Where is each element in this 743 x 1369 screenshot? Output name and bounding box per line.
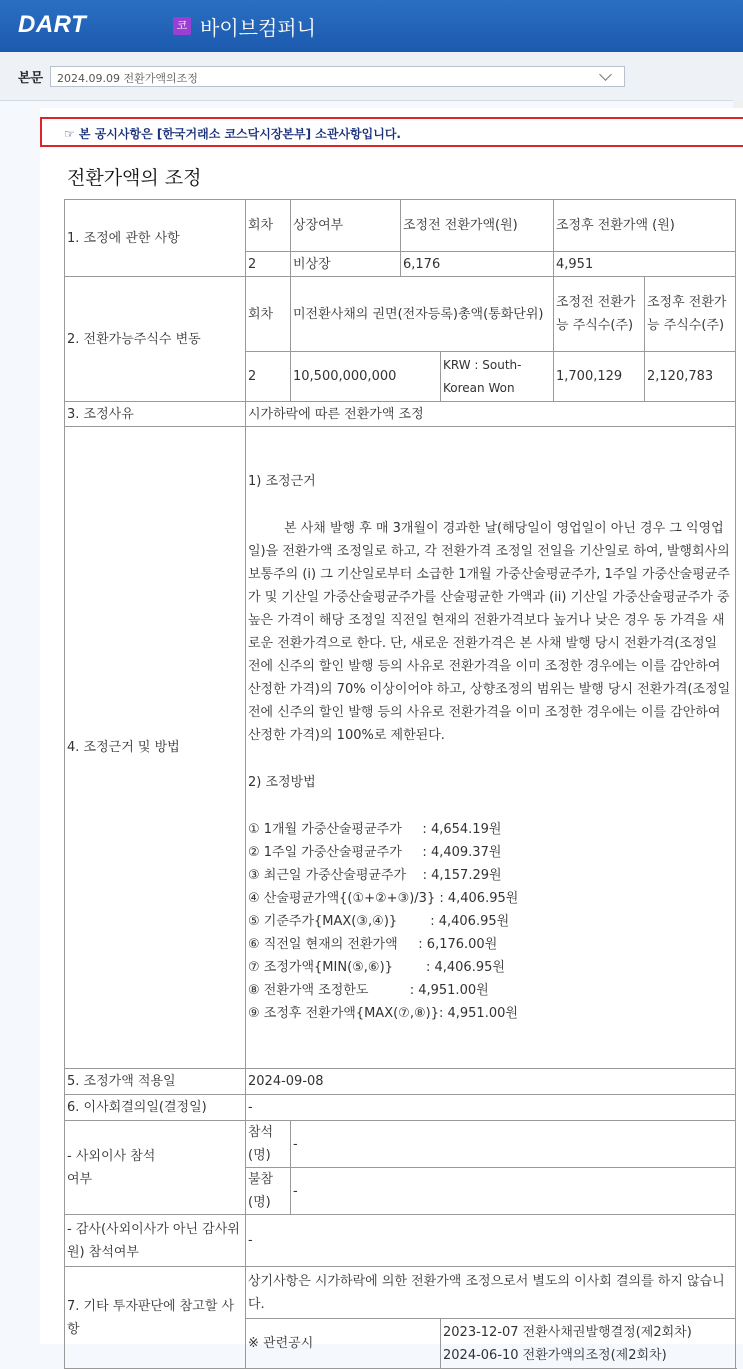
calc-line: ⑧ 전환가액 조정한도 : 4,951.00원	[248, 983, 489, 998]
calc-line: ⑥ 직전일 현재의 전환가액 : 6,176.00원	[248, 937, 498, 952]
s4-basis-text: 본 사채 발행 후 매 3개월이 경과한 날(해당일이 영업일이 아닌 경우 그 익영업일)을 전환가액 조정일로 하고, 각 전환가격 조정일 전일을 기산일로 하여, 발행회사의 보통주의 (i) 그 기산일로부터 소급한 1개월 가중산술평균주가, 1주일 가중산술평균주가 및 기산일 가중산술평균주가를 산술평균한 가액과 (ii) 기산일 가중산술평균주가 중 높은 가격이 해당 조정일 직전일 현재의 전환가격보다 높거나 낮은 경우 동 가격을 새로운 전환가격으로 한다. 단, 새로운 전환가격은 본 사채 발행 당시 전환가격(조정일 전에 신주의 할인 발행 등의 사유로 전환가격을 이미 조정한 경우에는 이를 감안하여 산정한 가격)의 70% 이상이어야 하고, 상향조정의 범위는 발행 당시 전환가격(조정일 전에 신주의 할인 발행 등의 사유로 전환가격을 이미 조정한 경우에는 이를 감안하여 산정한 가격)의 100%로 제한된다.	[248, 521, 731, 743]
s2-label: 2. 전환가능주식수 변동	[65, 277, 246, 402]
s3-value: 시가하락에 따른 전환가액 조정	[246, 402, 736, 427]
s6-value: -	[246, 1095, 736, 1121]
absent-value: -	[291, 1168, 736, 1215]
calc-line: ① 1개월 가중산술평균주가 : 4,654.19원	[248, 822, 502, 837]
s5-value: 2024-09-08	[246, 1069, 736, 1095]
calc-line: ③ 최근일 가중산술평균주가 : 4,157.29원	[248, 868, 502, 883]
s2-header-round: 회차	[246, 277, 291, 352]
notice-text: ☞ 본 공시사항은 [한국거래소 코스닥시장본부] 소관사항입니다.	[64, 127, 401, 141]
auditor-label: - 감사(사외이사가 아닌 감사위원) 참석여부	[65, 1215, 246, 1267]
dart-logo[interactable]: DART	[18, 11, 87, 38]
s2-header-before: 조정전 전환가능 주식수(주)	[554, 277, 645, 352]
chevron-down-icon[interactable]	[599, 68, 612, 81]
s2-round: 2	[246, 352, 291, 402]
attend-value: -	[291, 1121, 736, 1168]
s1-header-after: 조정후 전환가액 (원)	[554, 200, 736, 252]
s1-after: 4,951	[554, 252, 736, 277]
s4-label: 4. 조정근거 및 방법	[65, 427, 246, 1069]
s4-basis-title: 1) 조정근거	[248, 474, 316, 489]
s1-header-round: 회차	[246, 200, 291, 252]
s2-before: 1,700,129	[554, 352, 645, 402]
s7-label: 7. 기타 투자판단에 참고할 사항	[65, 1267, 246, 1369]
related-label: ※ 관련공시	[246, 1319, 441, 1369]
s2-amount: 10,500,000,000	[291, 352, 441, 402]
auditor-value: -	[246, 1215, 736, 1267]
company-type-badge: 코	[173, 17, 191, 35]
s3-label: 3. 조정사유	[65, 402, 246, 427]
disclosure-table	[64, 199, 736, 1369]
related-link[interactable]: 2023-12-07 전환사채권발행결정(제2회차)	[443, 1324, 692, 1340]
s2-header-amount: 미전환사채의 권면(전자등록)총액(통화단위)	[291, 277, 554, 352]
s2-currency: KRW : South-Korean Won	[441, 352, 554, 402]
report-select[interactable]	[50, 66, 625, 87]
body-label: 본문	[18, 71, 44, 86]
absent-label: 불참(명)	[246, 1168, 291, 1215]
calc-line: ⑨ 조정후 전환가액{MAX(⑦,⑧)}: 4,951.00원	[248, 1006, 518, 1021]
s7-value: 상기사항은 시가하락에 의한 전환가액 조정으로서 별도의 이사회 결의를 하지 않습니다.	[246, 1267, 736, 1319]
calc-line: ⑦ 조정가액{MIN(⑤,⑥)} : 4,406.95원	[248, 960, 505, 975]
notice-banner	[40, 117, 743, 147]
company-name[interactable]: 바이브컴퍼니	[200, 16, 316, 40]
attend-label: 참석(명)	[246, 1121, 291, 1168]
outside-director-label: - 사외이사 참석여부	[65, 1121, 246, 1215]
s5-label: 5. 조정가액 적용일	[65, 1069, 246, 1095]
report-select-value: 2024.09.09 전환가액의조정	[57, 72, 198, 85]
s1-round: 2	[246, 252, 291, 277]
page-title: 전환가액의 조정	[67, 167, 202, 189]
s4-method	[246, 427, 736, 1069]
s2-after: 2,120,783	[645, 352, 736, 402]
related-link[interactable]: 2024-06-10 전환가액의조정(제2회차)	[443, 1347, 667, 1363]
document-body	[40, 108, 743, 1363]
top-bar	[0, 0, 743, 52]
calc-line: ② 1주일 가중산술평균주가 : 4,409.37원	[248, 845, 502, 860]
s1-before: 6,176	[401, 252, 554, 277]
s1-label: 1. 조정에 관한 사항	[65, 200, 246, 277]
calc-line: ⑤ 기준주가{MAX(③,④)} : 4,406.95원	[248, 914, 510, 929]
s2-header-after: 조정후 전환가능 주식수(주)	[645, 277, 736, 352]
s1-header-listed: 상장여부	[291, 200, 401, 252]
s6-label: 6. 이사회결의일(결정일)	[65, 1095, 246, 1121]
s4-method-title: 2) 조정방법	[248, 775, 316, 790]
s1-header-before: 조정전 전환가액(원)	[401, 200, 554, 252]
calc-line: ④ 산술평균가액{(①+②+③)/3} : 4,406.95원	[248, 891, 519, 906]
s1-listed: 비상장	[291, 252, 401, 277]
report-selector-bar	[0, 52, 743, 101]
